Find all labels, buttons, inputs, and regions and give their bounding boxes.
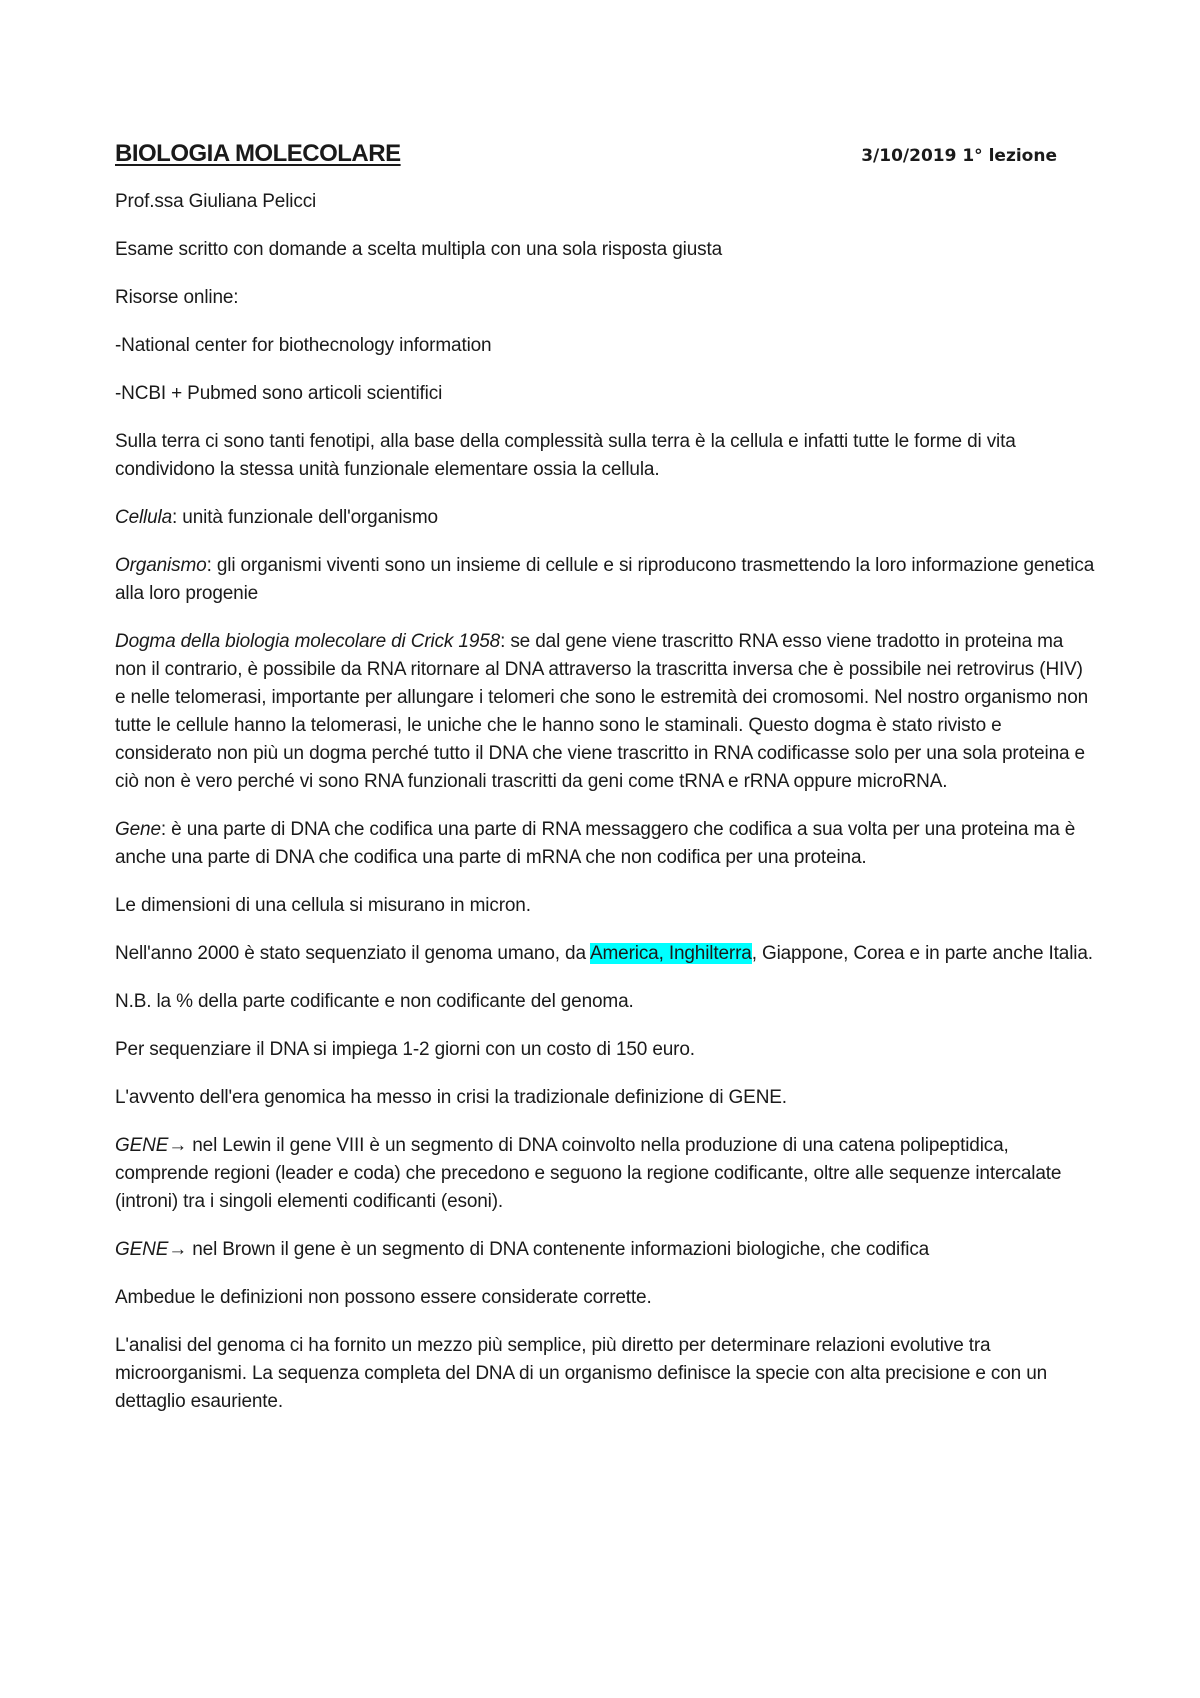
term-gene: Gene	[115, 819, 161, 840]
document-page	[115, 140, 1095, 1436]
exam-info: Esame scritto con domande a scelta multipla con una sola risposta giusta	[115, 239, 723, 260]
document-header	[115, 140, 1095, 168]
term-gene-brown: GENE	[115, 1239, 169, 1260]
definition-organismo: : gli organismi viventi sono un insieme di cellule e si riproducono trasmettendo la loro informazione genetica alla loro progenie	[115, 555, 1095, 604]
paragraph-organismo	[115, 552, 1095, 608]
paragraph-analisi: L'analisi del genoma ci ha fornito un mezzo più semplice, più diretto per determinare relazioni evolutive tra microorganismi. La sequenza completa del DNA di un organismo definisce la specie con alta precisione e con un dettaglio esauriente.	[115, 1335, 1048, 1412]
paragraph-avvento: L'avvento dell'era genomica ha messo in crisi la tradizionale definizione di GENE.	[115, 1087, 787, 1108]
paragraph-dimensioni: Le dimensioni di una cellula si misurano in micron.	[115, 895, 531, 916]
anno-text-before: Nell'anno 2000 è stato sequenziato il genoma umano, da	[115, 943, 590, 964]
arrow-right-icon: →	[168, 1135, 188, 1156]
arrow-right-icon: →	[168, 1239, 188, 1260]
term-dogma: Dogma della biologia molecolare di Crick 1958	[115, 631, 501, 652]
paragraph-anno-2000	[115, 940, 1095, 968]
lesson-date: 3/10/2019 1° lezione	[861, 146, 1057, 166]
term-organismo: Organismo	[115, 555, 207, 576]
term-gene-lewin: GENE	[115, 1135, 169, 1156]
paragraph-ambedue: Ambedue le definizioni non possono essere considerate corrette.	[115, 1287, 652, 1308]
paragraph-terra: Sulla terra ci sono tanti fenotipi, alla base della complessità sulla terra è la cellula e infatti tutte le forme di vita condividono la stessa unità funzionale elementare ossia la cellula.	[115, 431, 1016, 480]
anno-text-after: , Giappone, Corea e in parte anche Italia.	[751, 943, 1093, 964]
term-cellula: Cellula	[115, 507, 173, 528]
paragraph-gene	[115, 816, 1095, 872]
definition-gene-brown: nel Brown il gene è un segmento di DNA contenente informazioni biologiche, che codifica	[187, 1239, 930, 1260]
paragraph-sequenziare: Per sequenziare il DNA si impiega 1-2 giorni con un costo di 150 euro.	[115, 1039, 695, 1060]
resources-heading: Risorse online:	[115, 287, 239, 308]
resource-ncbi-pubmed: -NCBI + Pubmed sono articoli scientifici	[115, 383, 443, 404]
highlighted-countries: America, Inghilterra	[589, 943, 752, 964]
paragraph-dogma	[115, 628, 1095, 796]
definition-cellula: : unità funzionale dell'organismo	[172, 507, 438, 528]
paragraph-gene-brown	[115, 1236, 1095, 1264]
definition-gene: : è una parte di DNA che codifica una parte di RNA messaggero che codifica a sua volta per una proteina ma è anche una parte di DNA che codifica una parte di mRNA che non codifica per una proteina.	[115, 819, 1076, 868]
definition-gene-lewin: nel Lewin il gene VIII è un segmento di DNA coinvolto nella produzione di una catena polipeptidica, comprende regioni (leader e coda) che precedono e seguono la regione codificante, oltre alle sequenze intercalate (introni) tra i singoli elementi codificanti (esoni).	[115, 1135, 1062, 1212]
resource-ncbi-full: -National center for biothecnology information	[115, 335, 492, 356]
paragraph-cellula	[115, 504, 1095, 532]
paragraph-gene-lewin	[115, 1132, 1095, 1216]
paragraph-nb: N.B. la % della parte codificante e non codificante del genoma.	[115, 991, 634, 1012]
definition-dogma: : se dal gene viene trascritto RNA esso viene tradotto in proteina ma non il contrario, è possibile da RNA ritornare al DNA attraverso la trascritta inversa che è possibile nei retrovirus (HIV) e nelle telomerasi, importante per allungare i telomeri che sono le estremità dei cromosomi. Nel nostro organismo non tutte le cellule hanno la telomerasi, le uniche che le hanno sono le staminali. Questo dogma è stato rivisto e considerato non più un dogma perché tutto il DNA che viene trascritto in RNA codificasse solo per una sola proteina e ciò non è vero perché vi sono RNA funzionali trascritti da geni come tRNA e rRNA oppure microRNA.	[115, 631, 1089, 792]
professor-name: Prof.ssa Giuliana Pelicci	[115, 191, 317, 212]
document-title: BIOLOGIA MOLECOLARE	[115, 140, 401, 167]
